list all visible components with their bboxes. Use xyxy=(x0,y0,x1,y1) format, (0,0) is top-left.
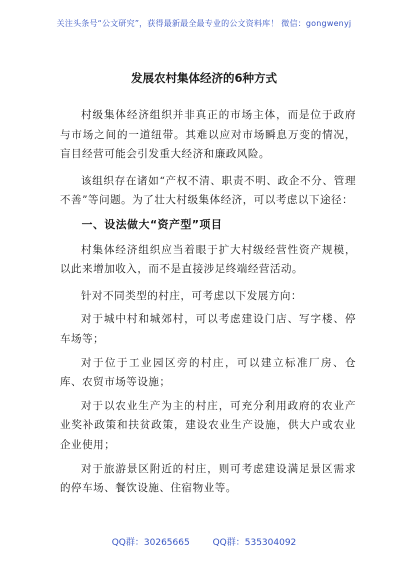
document-body xyxy=(60,106,356,503)
section-paragraph-3: 对于城中村和城郊村，可以考虑建设门店、写字楼、停车场等； xyxy=(60,313,356,345)
section-paragraph-6: 对于旅游景区附近的村庄，则可考虑建设满足景区需求的停车场、餐饮设施、住宿物业等。 xyxy=(60,462,356,495)
document-title: 发展农村集体经济的6种方式 xyxy=(130,71,277,85)
section-heading: 一、设法做大“资产型”项目 xyxy=(81,217,223,231)
page-header-note: 关注头条号“公文研究”，获得最新最全最专业的公文资料库！ 微信：gongwenyj xyxy=(56,19,352,28)
section-paragraph-2: 针对不同类型的村庄，可考虑以下发展方向： xyxy=(81,289,302,302)
page-footer xyxy=(0,535,408,548)
intro-paragraph-1: 村级集体经济组织并非真正的市场主体，而是位于政府与市场之间的一道纽带。其难以应对市场瞬息万变的情况，盲目经营可能会引发重大经济和廉政风险。 xyxy=(60,109,356,161)
intro-paragraph-2: 该组织存在诸如“产权不清、职责不明、政企不分、管理不善”等问题。为了壮大村级集体经济，可以考虑以下途径： xyxy=(60,174,356,207)
section-paragraph-1: 村集体经济组织应当着眼于扩大村级经营性资产规模，以此来增加收入，而不是直接涉足终端经营活动。 xyxy=(60,243,356,276)
section-paragraph-5: 对于以农业生产为主的村庄，可充分利用政府的农业产业奖补政策和扶贫政策，建设农业生产设施，供大户或农业企业使用； xyxy=(60,399,356,451)
footer-qq-group-1: QQ群：30265665 xyxy=(111,538,190,548)
section-paragraph-4: 对于位于工业园区旁的村庄，可以建立标准厂房、仓库、农贸市场等设施； xyxy=(60,356,356,389)
footer-qq-group-2: QQ群：535304092 xyxy=(212,538,297,548)
